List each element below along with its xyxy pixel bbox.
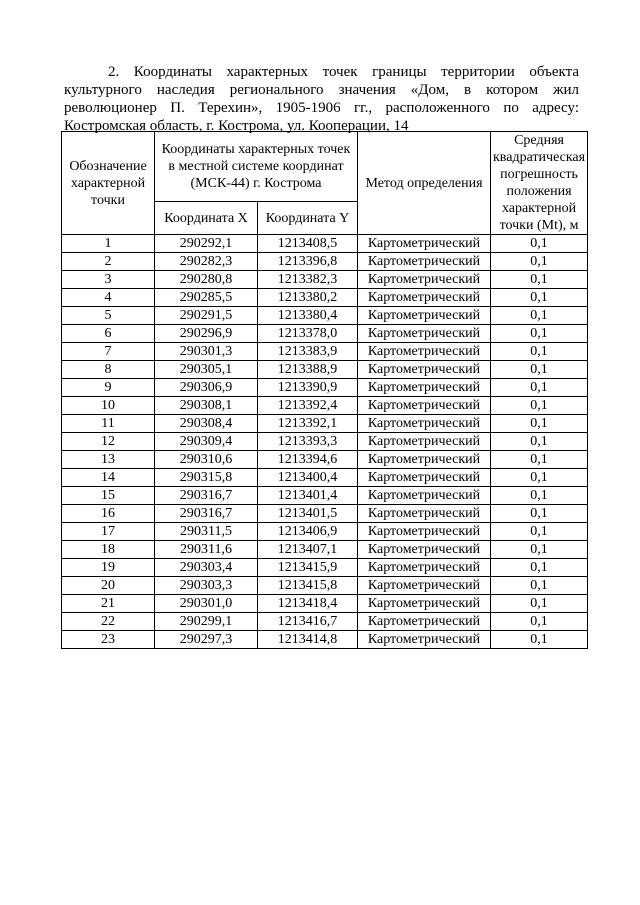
point-number-cell: 19 xyxy=(62,559,155,577)
error-cell: 0,1 xyxy=(491,523,588,541)
error-cell: 0,1 xyxy=(491,451,588,469)
header-error: Средняя квадратическая погрешность положения характерной точки (Mt), м xyxy=(491,132,588,235)
point-number-cell: 16 xyxy=(62,505,155,523)
method-cell: Картометрический xyxy=(358,523,491,541)
method-cell: Картометрический xyxy=(358,505,491,523)
method-cell: Картометрический xyxy=(358,559,491,577)
point-number-cell: 1 xyxy=(62,235,155,253)
table-row xyxy=(62,271,588,289)
coordinate-y-cell: 1213407,1 xyxy=(258,541,358,559)
header-y: Координата Y xyxy=(258,202,358,235)
error-cell: 0,1 xyxy=(491,253,588,271)
method-cell: Картометрический xyxy=(358,271,491,289)
error-cell: 0,1 xyxy=(491,325,588,343)
coordinate-x-cell: 290316,7 xyxy=(155,487,258,505)
coordinates-table xyxy=(61,131,588,649)
coordinate-x-cell: 290303,4 xyxy=(155,559,258,577)
table-row xyxy=(62,451,588,469)
coordinate-x-cell: 290303,3 xyxy=(155,577,258,595)
point-number-cell: 8 xyxy=(62,361,155,379)
table-row xyxy=(62,289,588,307)
coordinate-y-cell: 1213382,3 xyxy=(258,271,358,289)
point-number-cell: 14 xyxy=(62,469,155,487)
table-row xyxy=(62,487,588,505)
table-row xyxy=(62,595,588,613)
table-row xyxy=(62,577,588,595)
error-cell: 0,1 xyxy=(491,307,588,325)
coordinate-x-cell: 290291,5 xyxy=(155,307,258,325)
method-cell: Картометрический xyxy=(358,469,491,487)
coordinate-y-cell: 1213414,8 xyxy=(258,631,358,649)
error-cell: 0,1 xyxy=(491,361,588,379)
table-row xyxy=(62,559,588,577)
method-cell: Картометрический xyxy=(358,541,491,559)
coordinate-x-cell: 290296,9 xyxy=(155,325,258,343)
error-cell: 0,1 xyxy=(491,415,588,433)
table-row xyxy=(62,235,588,253)
table-row xyxy=(62,379,588,397)
table-row xyxy=(62,469,588,487)
coordinate-y-cell: 1213401,4 xyxy=(258,487,358,505)
method-cell: Картометрический xyxy=(358,631,491,649)
method-cell: Картометрический xyxy=(358,325,491,343)
coordinate-x-cell: 290306,9 xyxy=(155,379,258,397)
point-number-cell: 6 xyxy=(62,325,155,343)
coordinate-y-cell: 1213406,9 xyxy=(258,523,358,541)
coordinate-y-cell: 1213392,1 xyxy=(258,415,358,433)
coordinate-x-cell: 290311,6 xyxy=(155,541,258,559)
table-row xyxy=(62,397,588,415)
coordinate-y-cell: 1213396,8 xyxy=(258,253,358,271)
heading-line: 2. Координаты характерных точек границы территории объекта xyxy=(108,64,579,80)
point-number-cell: 23 xyxy=(62,631,155,649)
coordinate-y-cell: 1213392,4 xyxy=(258,397,358,415)
coordinate-x-cell: 290308,1 xyxy=(155,397,258,415)
method-cell: Картометрический xyxy=(358,613,491,631)
coordinate-x-cell: 290315,8 xyxy=(155,469,258,487)
method-cell: Картометрический xyxy=(358,235,491,253)
table-row xyxy=(62,325,588,343)
method-cell: Картометрический xyxy=(358,289,491,307)
point-number-cell: 9 xyxy=(62,379,155,397)
table-row xyxy=(62,631,588,649)
coordinate-x-cell: 290299,1 xyxy=(155,613,258,631)
coordinate-x-cell: 290297,3 xyxy=(155,631,258,649)
point-number-cell: 5 xyxy=(62,307,155,325)
error-cell: 0,1 xyxy=(491,595,588,613)
point-number-cell: 22 xyxy=(62,613,155,631)
table-row xyxy=(62,505,588,523)
coordinate-y-cell: 1213383,9 xyxy=(258,343,358,361)
point-number-cell: 10 xyxy=(62,397,155,415)
method-cell: Картометрический xyxy=(358,379,491,397)
header-coords-group: Координаты характерных точек в местной системе координат (МСК-44) г. Кострома xyxy=(155,132,358,202)
method-cell: Картометрический xyxy=(358,451,491,469)
heading-line: культурного наследия регионального значения «Дом, в котором жил xyxy=(64,82,579,98)
point-number-cell: 20 xyxy=(62,577,155,595)
point-number-cell: 17 xyxy=(62,523,155,541)
error-cell: 0,1 xyxy=(491,469,588,487)
coordinate-y-cell: 1213400,4 xyxy=(258,469,358,487)
method-cell: Картометрический xyxy=(358,433,491,451)
coordinate-x-cell: 290316,7 xyxy=(155,505,258,523)
coordinate-x-cell: 290301,0 xyxy=(155,595,258,613)
point-number-cell: 7 xyxy=(62,343,155,361)
coordinate-y-cell: 1213380,4 xyxy=(258,307,358,325)
error-cell: 0,1 xyxy=(491,505,588,523)
coordinate-x-cell: 290280,8 xyxy=(155,271,258,289)
coordinate-y-cell: 1213415,8 xyxy=(258,577,358,595)
point-number-cell: 2 xyxy=(62,253,155,271)
error-cell: 0,1 xyxy=(491,289,588,307)
error-cell: 0,1 xyxy=(491,631,588,649)
table-row xyxy=(62,613,588,631)
coordinate-y-cell: 1213380,2 xyxy=(258,289,358,307)
coordinate-y-cell: 1213378,0 xyxy=(258,325,358,343)
error-cell: 0,1 xyxy=(491,541,588,559)
coordinate-y-cell: 1213388,9 xyxy=(258,361,358,379)
method-cell: Картометрический xyxy=(358,343,491,361)
error-cell: 0,1 xyxy=(491,343,588,361)
error-cell: 0,1 xyxy=(491,397,588,415)
point-number-cell: 12 xyxy=(62,433,155,451)
point-number-cell: 11 xyxy=(62,415,155,433)
coordinate-x-cell: 290301,3 xyxy=(155,343,258,361)
method-cell: Картометрический xyxy=(358,253,491,271)
method-cell: Картометрический xyxy=(358,307,491,325)
point-number-cell: 21 xyxy=(62,595,155,613)
heading-line: революционер П. Терехин», 1905-1906 гг., расположенного по адресу: xyxy=(64,100,579,116)
coordinate-x-cell: 290285,5 xyxy=(155,289,258,307)
method-cell: Картометрический xyxy=(358,361,491,379)
coordinate-y-cell: 1213401,5 xyxy=(258,505,358,523)
method-cell: Картометрический xyxy=(358,415,491,433)
coordinate-x-cell: 290310,6 xyxy=(155,451,258,469)
coordinate-y-cell: 1213393,3 xyxy=(258,433,358,451)
coordinate-y-cell: 1213394,6 xyxy=(258,451,358,469)
point-number-cell: 3 xyxy=(62,271,155,289)
error-cell: 0,1 xyxy=(491,613,588,631)
method-cell: Картометрический xyxy=(358,397,491,415)
point-number-cell: 13 xyxy=(62,451,155,469)
method-cell: Картометрический xyxy=(358,595,491,613)
table-row xyxy=(62,541,588,559)
table-row xyxy=(62,343,588,361)
point-number-cell: 4 xyxy=(62,289,155,307)
table-row xyxy=(62,253,588,271)
coordinate-y-cell: 1213408,5 xyxy=(258,235,358,253)
error-cell: 0,1 xyxy=(491,559,588,577)
coordinate-y-cell: 1213418,4 xyxy=(258,595,358,613)
error-cell: 0,1 xyxy=(491,577,588,595)
table-row xyxy=(62,361,588,379)
coordinate-x-cell: 290309,4 xyxy=(155,433,258,451)
coordinate-y-cell: 1213415,9 xyxy=(258,559,358,577)
error-cell: 0,1 xyxy=(491,433,588,451)
coordinate-x-cell: 290282,3 xyxy=(155,253,258,271)
method-cell: Картометрический xyxy=(358,487,491,505)
header-point: Обозначение характерной точки xyxy=(62,132,155,235)
point-number-cell: 15 xyxy=(62,487,155,505)
table-row xyxy=(62,415,588,433)
error-cell: 0,1 xyxy=(491,487,588,505)
error-cell: 0,1 xyxy=(491,271,588,289)
heading-line: Костромская область, г. Кострома, ул. Кооперации, 14 xyxy=(64,118,409,134)
section-heading xyxy=(64,63,579,135)
error-cell: 0,1 xyxy=(491,379,588,397)
table-row xyxy=(62,523,588,541)
table-row xyxy=(62,307,588,325)
method-cell: Картометрический xyxy=(358,577,491,595)
coordinate-x-cell: 290305,1 xyxy=(155,361,258,379)
header-method: Метод определения xyxy=(358,132,491,235)
coordinate-y-cell: 1213416,7 xyxy=(258,613,358,631)
coordinate-x-cell: 290311,5 xyxy=(155,523,258,541)
table-row xyxy=(62,433,588,451)
coordinate-y-cell: 1213390,9 xyxy=(258,379,358,397)
coordinate-x-cell: 290292,1 xyxy=(155,235,258,253)
point-number-cell: 18 xyxy=(62,541,155,559)
header-x: Координата X xyxy=(155,202,258,235)
error-cell: 0,1 xyxy=(491,235,588,253)
coordinate-x-cell: 290308,4 xyxy=(155,415,258,433)
